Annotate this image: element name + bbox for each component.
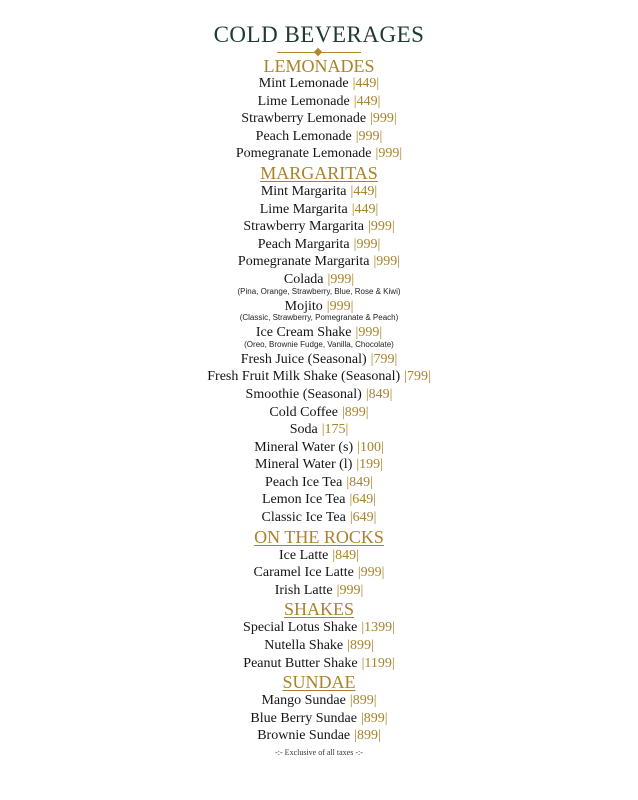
menu-item	[256, 128, 383, 146]
price-separator: |	[380, 457, 383, 473]
price-separator: |	[349, 492, 353, 508]
item-price	[342, 405, 369, 420]
menu-item	[255, 456, 383, 474]
price-value: 199	[359, 457, 381, 473]
item-name: Pomegranate Lemonade	[235, 146, 372, 162]
item-name: Lime Margarita	[259, 201, 348, 217]
price-separator: |	[373, 510, 377, 526]
price-separator: |	[370, 351, 374, 367]
price-value: 449	[353, 183, 375, 199]
item-name: Mango Sundae	[261, 693, 346, 709]
price-separator: |	[361, 620, 365, 636]
price-separator: |	[355, 325, 359, 341]
price-separator: |	[365, 404, 369, 420]
price-separator: |	[427, 369, 431, 385]
menu-item	[290, 421, 349, 439]
item-name: Mineral Water (s)	[254, 439, 354, 455]
menu-item	[246, 386, 393, 404]
menu-item	[243, 218, 394, 236]
price-value: 449	[354, 201, 376, 217]
item-name: Mojito	[284, 298, 323, 314]
item-name: Peach Margarita	[257, 236, 350, 252]
item-name: Smoothie (Seasonal)	[245, 386, 362, 402]
price-value: 1199	[364, 655, 392, 671]
item-price	[356, 457, 383, 472]
item-name: Fresh Juice (Seasonal)	[240, 351, 367, 367]
price-separator: |	[356, 547, 359, 563]
page-title: COLD BEVERAGES	[213, 22, 425, 47]
item-name: Classic Ice Tea	[261, 510, 346, 526]
price-separator: |	[394, 351, 398, 367]
price-separator: |	[353, 236, 357, 252]
price-value: 999	[330, 271, 352, 287]
section-heading: ON THE ROCKS	[254, 526, 384, 547]
price-separator: |	[345, 422, 349, 438]
menu-item	[258, 236, 381, 254]
price-value: 999	[376, 254, 398, 270]
price-value: 899	[352, 693, 374, 709]
price-separator: |	[357, 439, 360, 455]
price-separator: |	[354, 728, 357, 744]
menu-item	[236, 145, 402, 163]
price-value: 649	[352, 510, 374, 526]
menu-item	[241, 110, 396, 128]
price-separator: |	[375, 201, 379, 217]
menu-item	[279, 547, 359, 565]
price-separator: |	[377, 236, 381, 252]
item-name: Irish Latte	[274, 582, 333, 598]
item-name: Colada	[283, 271, 324, 287]
menu-item	[269, 404, 368, 422]
item-price	[354, 728, 381, 743]
item-price	[361, 711, 388, 726]
item-note: (Oreo, Brownie Fudge, Vanilla, Chocolate)	[244, 339, 394, 349]
item-note: (Classic, Strawberry, Pomegranate & Peach)	[239, 313, 399, 323]
price-separator: |	[376, 76, 380, 91]
item-name: Caramel Ice Latte	[253, 565, 354, 581]
price-value: 175	[324, 422, 346, 438]
item-price	[347, 638, 374, 653]
price-separator: |	[389, 386, 393, 402]
price-separator: |	[380, 439, 384, 455]
section-heading: SHAKES	[283, 599, 354, 620]
menu-item	[275, 582, 364, 600]
item-name: Lime Lemonade	[257, 93, 350, 109]
item-name: Peach Lemonade	[255, 128, 352, 144]
price-separator: |	[370, 111, 373, 127]
price-separator: |	[351, 271, 355, 287]
price-separator: |	[375, 146, 379, 162]
menu-item	[207, 368, 431, 386]
menu-item	[243, 655, 394, 673]
price-separator: |	[381, 565, 385, 581]
menu-item	[258, 93, 381, 111]
price-value: 449	[355, 76, 377, 91]
section-heading: LEMONADES	[263, 56, 375, 76]
price-value: 999	[358, 325, 380, 341]
menu-item	[265, 474, 373, 492]
menu-item	[261, 692, 376, 710]
price-value: 899	[356, 728, 378, 744]
price-separator: |	[351, 201, 355, 217]
item-name: Strawberry Lemonade	[241, 111, 367, 127]
item-price	[350, 693, 377, 708]
price-separator: |	[350, 183, 354, 199]
item-price	[349, 492, 376, 507]
item-name: Brownie Sundae	[257, 728, 351, 744]
item-name: Peach Ice Tea	[265, 474, 343, 490]
price-separator: |	[346, 474, 350, 490]
section-heading: SUNDAE	[282, 672, 356, 693]
price-value: 849	[335, 547, 357, 563]
menu-item	[250, 710, 387, 728]
price-separator: |	[321, 422, 325, 438]
item-price	[362, 656, 395, 671]
price-value: 849	[349, 474, 371, 490]
item-name: Special Lotus Shake	[243, 620, 358, 636]
item-price	[356, 325, 383, 340]
price-separator: |	[373, 492, 377, 508]
item-price	[358, 565, 385, 580]
price-value: 649	[352, 492, 374, 508]
price-value: 899	[363, 710, 385, 726]
item-price	[366, 387, 393, 402]
item-price	[337, 583, 364, 598]
item-name: Peanut Butter Shake	[243, 655, 358, 671]
price-separator: |	[368, 219, 371, 235]
price-separator: |	[370, 474, 373, 490]
item-note: (Pina, Orange, Strawberry, Blue, Rose & Kiwi)	[237, 286, 401, 296]
menu-item	[254, 564, 385, 582]
item-name: Blue Berry Sundae	[250, 710, 357, 726]
menu-item	[254, 439, 384, 457]
price-value: 1399	[364, 620, 393, 636]
price-value: 999	[329, 298, 351, 314]
item-name: Mineral Water (l)	[255, 457, 353, 473]
price-value: 799	[373, 351, 395, 367]
price-separator: |	[365, 386, 369, 402]
item-name: Strawberry Margarita	[243, 219, 364, 235]
price-separator: |	[373, 254, 377, 270]
price-separator: |	[377, 728, 381, 744]
item-price	[346, 475, 373, 490]
price-value: 999	[358, 128, 380, 144]
price-separator: |	[399, 146, 403, 162]
price-separator: |	[361, 655, 365, 671]
price-value: 799	[406, 369, 428, 385]
price-separator: |	[393, 111, 397, 127]
item-name: Fresh Fruit Milk Shake (Seasonal)	[207, 369, 401, 385]
price-separator: |	[336, 582, 340, 598]
price-separator: |	[391, 655, 395, 671]
price-separator: |	[377, 93, 381, 109]
item-name: Lemon Ice Tea	[261, 492, 346, 508]
item-price	[361, 620, 395, 635]
price-separator: |	[374, 183, 378, 199]
item-price	[327, 299, 354, 314]
item-price	[350, 510, 377, 525]
item-price	[328, 272, 355, 287]
item-price	[370, 111, 397, 126]
price-separator: |	[404, 369, 407, 385]
menu-item	[257, 727, 381, 745]
diamond-icon	[314, 48, 322, 56]
price-separator: |	[360, 582, 364, 598]
item-price	[322, 422, 349, 437]
price-separator: |	[379, 325, 383, 341]
item-price	[373, 254, 400, 269]
price-value: 899	[349, 638, 371, 654]
item-price	[352, 202, 379, 217]
price-value: 999	[378, 146, 400, 162]
tax-note: -:- Exclusive of all taxes -:-	[275, 748, 363, 757]
item-name: Mint Margarita	[260, 183, 347, 199]
item-price	[368, 219, 395, 234]
price-separator: |	[327, 271, 331, 287]
item-price	[356, 129, 383, 144]
menu-item	[261, 183, 377, 201]
menu-item	[238, 253, 400, 271]
price-value: 999	[372, 111, 394, 127]
price-value: 999	[339, 582, 361, 598]
price-separator: |	[370, 638, 374, 654]
menu-item	[264, 637, 374, 655]
item-price	[351, 184, 378, 199]
item-price	[357, 440, 384, 455]
menu-sections	[207, 57, 431, 745]
item-price	[354, 94, 381, 109]
item-name: Soda	[289, 422, 318, 438]
menu-item	[243, 619, 395, 637]
price-separator: |	[353, 93, 357, 109]
price-separator: |	[326, 298, 330, 314]
item-name: Nutella Shake	[264, 638, 344, 654]
price-separator: |	[356, 457, 360, 473]
price-separator: |	[360, 710, 364, 726]
item-name: Ice Latte	[279, 547, 329, 563]
price-separator: |	[349, 510, 353, 526]
item-price	[332, 548, 359, 563]
price-value: 449	[356, 93, 378, 109]
menu-item	[262, 509, 377, 527]
menu-item	[259, 75, 379, 93]
price-separator: |	[397, 254, 401, 270]
item-price	[404, 369, 431, 384]
price-separator: |	[391, 219, 395, 235]
price-separator: |	[332, 547, 336, 563]
item-price	[371, 352, 398, 367]
price-separator: |	[357, 565, 361, 581]
menu-item	[262, 491, 376, 509]
item-name: Cold Coffee	[269, 404, 338, 420]
price-value: 999	[360, 565, 382, 581]
item-name: Ice Cream Shake	[255, 325, 352, 341]
menu-item	[260, 201, 379, 219]
price-separator: |	[347, 638, 350, 654]
price-separator: |	[350, 298, 354, 314]
price-separator: |	[373, 693, 377, 709]
price-separator: |	[349, 693, 353, 709]
item-name: Pomegranate Margarita	[237, 254, 370, 270]
item-name: Mint Lemonade	[258, 76, 349, 91]
price-separator: |	[384, 710, 388, 726]
menu-item	[241, 351, 398, 369]
price-value: 100	[359, 439, 381, 455]
price-separator: |	[392, 620, 395, 636]
price-separator: |	[379, 128, 383, 144]
price-separator: |	[352, 76, 356, 91]
price-separator: |	[355, 128, 359, 144]
price-value: 849	[368, 386, 390, 402]
item-price	[354, 237, 381, 252]
price-value: 999	[356, 236, 378, 252]
title-divider-ornament	[277, 49, 361, 57]
price-value: 999	[370, 219, 392, 235]
section-heading: MARGARITAS	[260, 162, 378, 183]
item-price	[376, 146, 403, 161]
item-price	[353, 76, 380, 91]
price-separator: |	[341, 404, 345, 420]
price-value: 899	[344, 404, 366, 420]
